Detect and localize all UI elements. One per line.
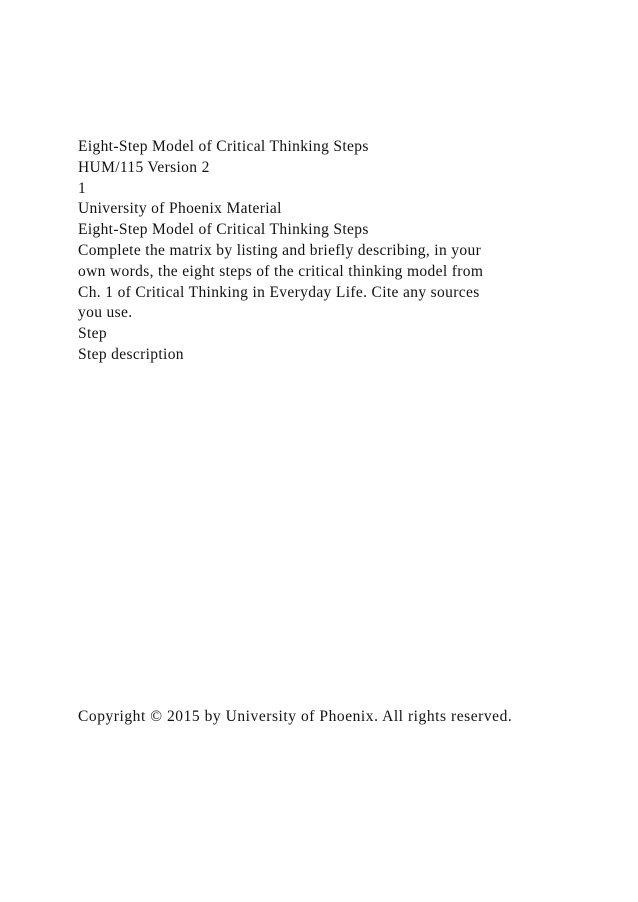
course-version: HUM/115 Version 2 — [78, 158, 210, 176]
page-number: 1 — [78, 179, 87, 197]
instructions-line-3: Ch. 1 of Critical Thinking in Everyday Life. Cite any sources — [78, 283, 480, 301]
institution-material: University of Phoenix Material — [78, 200, 282, 218]
table-header-step: Step — [78, 325, 107, 343]
instructions-line-1: Complete the matrix by listing and briefly describing, in your — [78, 241, 482, 259]
table-header-step-description: Step description — [78, 345, 184, 363]
document-body — [78, 137, 558, 366]
instructions-line-2: own words, the eight steps of the critical thinking model from — [78, 262, 484, 280]
copyright-notice: Copyright © 2015 by University of Phoenix. All rights reserved. — [78, 708, 513, 725]
document-title: Eight-Step Model of Critical Thinking Steps — [78, 221, 369, 239]
header-title: Eight-Step Model of Critical Thinking Steps — [78, 138, 369, 155]
instructions-line-4: you use. — [78, 304, 133, 322]
